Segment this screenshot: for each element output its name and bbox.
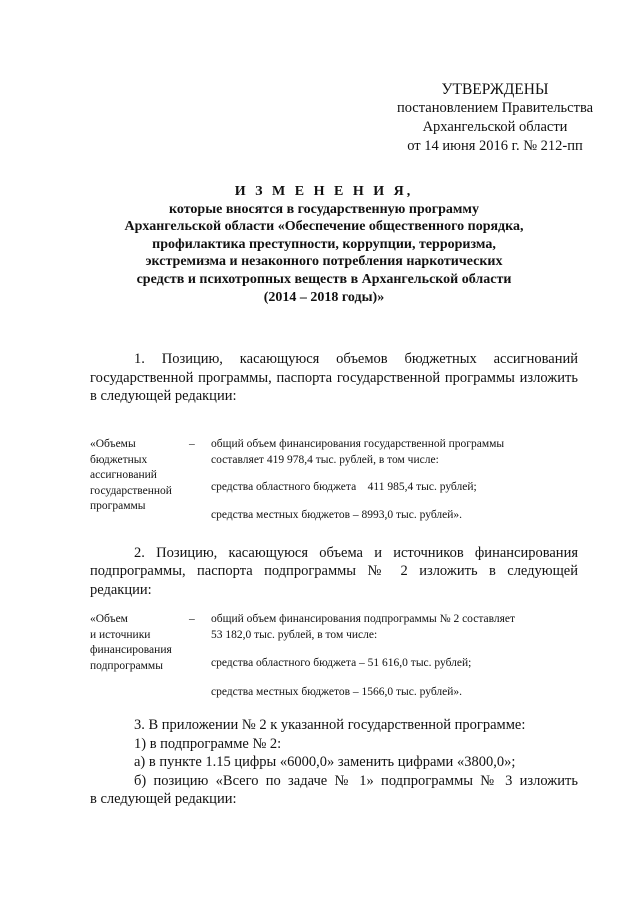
table-value-line: средства областного бюджета – 51 616,0 тыс. рублей; [211,657,472,669]
heading-line: Архангельской области «Обеспечение общественного порядка, [124,219,524,235]
item1-table-left [90,437,200,515]
approval-line: от 14 июня 2016 г. № 212-пп [407,138,583,154]
table-value-line: составляет 419 978,4 тыс. рублей, в том числе: [211,454,439,466]
approval-line: постановлением Правительства [396,100,594,116]
table-value-line: средства областного бюджета 411 985,4 тыс. рублей; [211,481,477,493]
item2-line: подпрограммы, паспорта подпрограммы № 2 изложить в следующей [90,563,578,579]
approval-line: Архангельской области [422,119,568,135]
item2-table-left [90,612,200,674]
table-label-line: подпрограммы [90,659,163,672]
item3-line: в следующей редакции: [90,791,237,807]
table-dash: – [189,438,195,450]
heading-line: (2014 – 2018 годы)» [263,289,385,305]
approval-title: УТВЕРЖДЕНЫ [441,81,549,98]
item3-line: б) позицию «Всего по задаче № 1» подпрограммы № 3 изложить [134,773,578,789]
table-value-line: средства местных бюджетов – 1566,0 тыс. рублей». [211,686,463,698]
table-value-line: общий объем финансирования государственной программы [211,438,505,450]
heading-word: И З М Е Н Е Н И Я, [234,184,414,199]
table-label-line: ассигнований [90,469,157,481]
table-label-line: «Объемы [90,438,136,450]
item3-line: а) в пункте 1.15 цифры «6000,0» заменить цифрами «3800,0»; [134,754,516,770]
item2-line: 2. Позицию, касающуюся объема и источников финансирования [134,545,578,561]
heading-line: которые вносятся в государственную программу [169,201,479,217]
heading-line: профилактика преступности, коррупции, терроризма, [152,236,496,252]
table-label-line: и источники [90,628,151,641]
item3-line: 3. В приложении № 2 к указанной государственной программе: [134,717,526,733]
heading-line: средств и психотропных веществ в Архангельской области [136,271,512,287]
table-label-line: программы [90,500,146,512]
item3-line: 1) в подпрограмме № 2: [134,736,282,752]
table-label-line: бюджетных [90,453,148,466]
table-label-line: государственной [90,484,172,497]
table-dash: – [189,613,195,625]
table-label-line: финансирования [90,644,172,656]
document-heading [60,183,588,306]
item1-paragraph [90,350,578,406]
table-value-line: средства местных бюджетов – 8993,0 тыс. рублей». [211,509,463,521]
table-label-line: «Объем [90,613,128,625]
table-value-line: 53 182,0 тыс. рублей, в том числе: [211,629,378,641]
item1-text: 1. Позицию, касающуюся объемов бюджетных ассигнований государственной программы, паспорта государственной программы изложить в следующей редакции: [90,351,578,404]
approval-block [385,80,605,156]
item2-line: редакции: [90,582,152,598]
heading-line: экстремизма и незаконного потребления наркотических [145,254,503,270]
table-value-line: общий объем финансирования подпрограммы № 2 составляет [211,613,516,625]
